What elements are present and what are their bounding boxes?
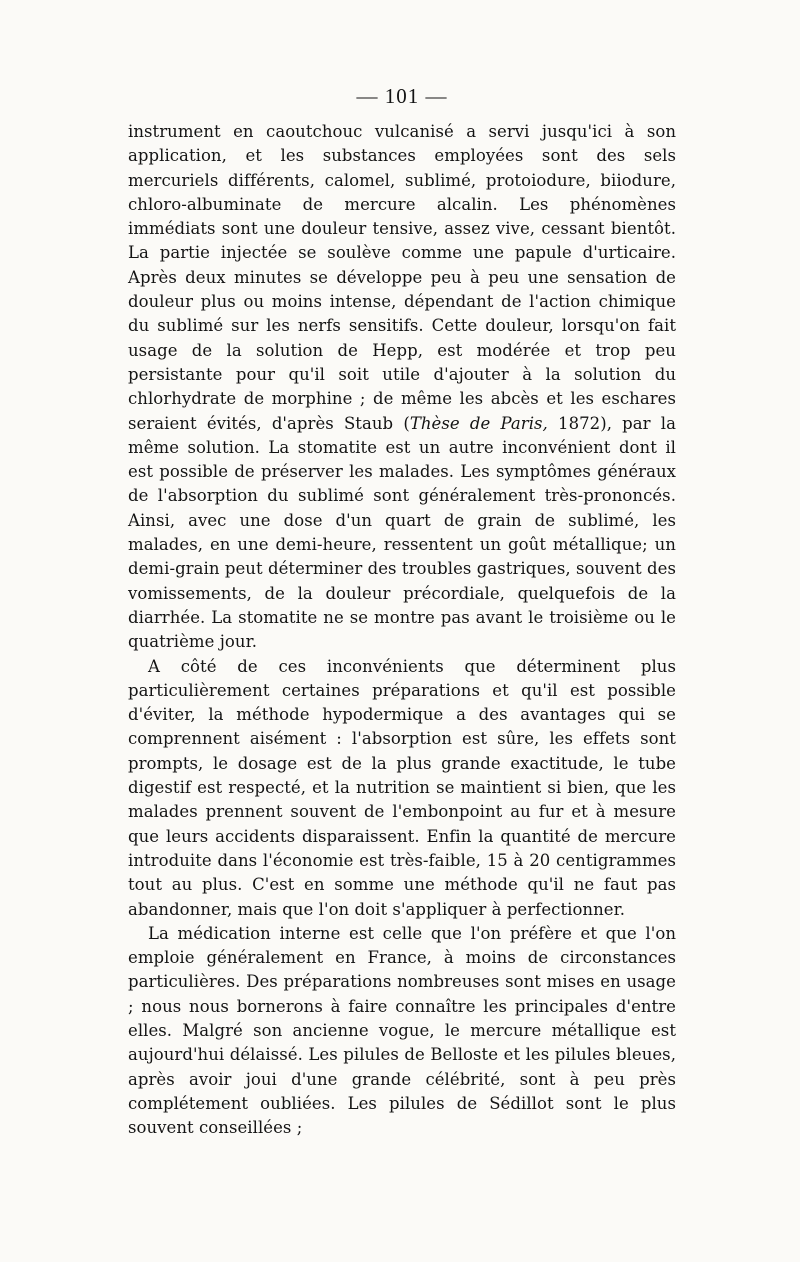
paragraph-text: 1872), par la même solution. La stomatite est un autre inconvénient dont il est possible de préserver les malades. Les symptômes généraux de l'absorption du sublimé sont généralement très-prononcés. Ainsi, avec une dose d'un quart de grain de sublimé, les malades, en une demi-heure, ressentent un goût métallique; un demi-grain peut déterminer des troubles gastriques, souvent des vomissements, de la douleur précordiale, quelquefois de la diarrhée. La stomatite ne se montre pas avant le troisième ou le quatrième jour. [128,413,676,652]
paragraph-text: A côté de ces inconvénients que déterminent plus particulièrement certaines préparations et qu'il est possible d'éviter, la méthode hypodermique a des avantages qui se comprennent aisément : l'absorption est sûre, les effets sont prompts, le dosage est de la plus grande exactitude, le tube digestif est respecté, et la nutrition se maintient si bien, que les malades prennent souvent de l'embonpoint au fur et à mesure que leurs accidents disparaissent. Enfin la quantité de mercure introduite dans l'économie est très-faible, 15 à 20 centigrammes tout au plus. C'est en somme une méthode qu'il ne faut pas abandonner, mais que l'on doit s'appliquer à perfectionner. [128,656,676,919]
page-number: — 101 — [356,84,448,108]
paragraph-injections [128,120,676,655]
paragraph-text: instrument en caoutchouc vulcanisé a servi jusqu'ici à son application, et les substances employées sont des sels mercuriels différents, calomel, sublimé, protoiodure, biiodure, chloro-albuminate de mercure alcalin. Les phénomènes immédiats sont une douleur tensive, assez vive, cessant bientôt. La partie injectée se soulève comme une papule d'urticaire. Après deux minutes se développe peu à peu une sensation de douleur plus ou moins intense, dépendant de l'action chimique du sublimé sur les nerfs sensitifs. Cette douleur, lorsqu'on fait usage de la solution de Hepp, est modérée et trop peu persistante pour qu'il soit utile d'ajouter à la solution du chlorhydrate de morphine ; de même les abcès et les eschares seraient évités, d'après Staub ( [128,122,676,433]
paragraph-internal-medication [128,922,676,1141]
paragraph-hypodermic-advantages [128,655,676,922]
book-page [128,82,676,1140]
paragraph-text: La médication interne est celle que l'on préfère et que l'on emploie généralement en France, à moins de circonstances particulières. Des préparations nombreuses sont mises en usage ; nous nous bornerons à faire connaître les principales d'entre elles. Malgré son ancienne vogue, le mercure métallique est aujourd'hui délaissé. Les pilules de Belloste et les pilules bleues, après avoir joui d'une grande célébrité, sont à peu près complétement oubliées. Les pilules de Sédillot sont le plus souvent conseillées ; [128,923,676,1138]
citation-title: Thèse de Paris, [409,413,548,433]
